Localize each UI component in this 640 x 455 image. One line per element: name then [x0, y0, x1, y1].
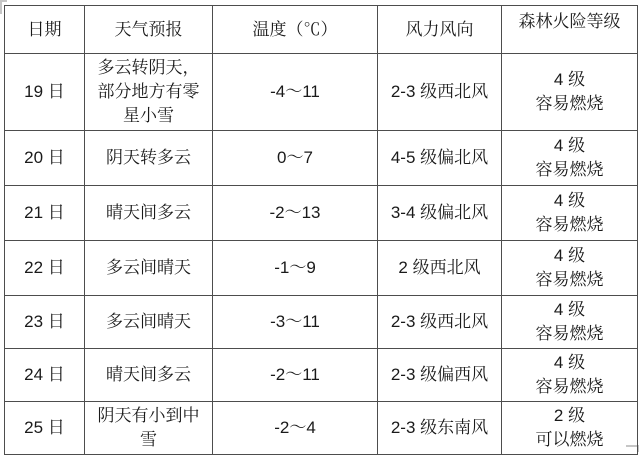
- table-row: [5, 402, 638, 455]
- cell-weather: 阴天转多云: [85, 131, 213, 186]
- cell-fire-danger: [502, 186, 638, 241]
- cell-weather: 多云转阴天，部分地方有零星小雪: [85, 54, 213, 131]
- fire-description: 容易燃烧: [535, 377, 604, 396]
- header-fire-danger: 森林火险等级: [502, 6, 638, 54]
- cell-wind: 2-3 级西北风: [378, 296, 502, 349]
- fire-level: 4 级: [553, 300, 586, 319]
- cell-temperature: -2～13: [213, 186, 378, 241]
- header-date: 日期: [5, 6, 85, 54]
- forecast-table-body: [5, 54, 638, 455]
- cell-date: 21 日: [5, 186, 85, 241]
- cell-temperature: -2～4: [213, 402, 378, 455]
- cell-wind: 2-3 级东南风: [378, 402, 502, 455]
- table-row: [5, 186, 638, 241]
- cell-temperature: -3～11: [213, 296, 378, 349]
- cell-temperature: -4～11: [213, 54, 378, 131]
- cell-date: 24 日: [5, 349, 85, 402]
- fire-level: 4 级: [553, 246, 586, 265]
- cell-temperature: -2～11: [213, 349, 378, 402]
- cell-weather: 晴天间多云: [85, 186, 213, 241]
- fire-level: 4 级: [553, 353, 586, 372]
- cell-wind: 2-3 级西北风: [378, 54, 502, 131]
- cell-weather: 多云间晴天: [85, 296, 213, 349]
- cell-wind: 2 级西北风: [378, 241, 502, 296]
- cell-weather: 多云间晴天: [85, 241, 213, 296]
- cell-date: 22 日: [5, 241, 85, 296]
- fire-description: 容易燃烧: [535, 324, 604, 343]
- cell-weather: 晴天间多云: [85, 349, 213, 402]
- fire-level: 4 级: [553, 70, 586, 89]
- cell-date: 20 日: [5, 131, 85, 186]
- cell-fire-danger: [502, 131, 638, 186]
- header-wind: 风力风向: [378, 6, 502, 54]
- header-temperature: 温度（℃）: [213, 6, 378, 54]
- fire-level: 4 级: [553, 136, 586, 155]
- fire-level: 4 级: [553, 191, 586, 210]
- table-row: [5, 296, 638, 349]
- cell-weather: 阴天有小到中雪: [85, 402, 213, 455]
- cell-date: 19 日: [5, 54, 85, 131]
- cell-fire-danger: [502, 402, 638, 455]
- cell-date: 23 日: [5, 296, 85, 349]
- cell-temperature: 0～7: [213, 131, 378, 186]
- weather-forecast-table: [4, 5, 638, 455]
- fire-description: 可以燃烧: [535, 430, 604, 449]
- table-row: [5, 131, 638, 186]
- fire-description: 容易燃烧: [535, 270, 604, 289]
- table-row: [5, 241, 638, 296]
- cell-wind: 3-4 级偏北风: [378, 186, 502, 241]
- table-row: [5, 54, 638, 131]
- cell-fire-danger: [502, 349, 638, 402]
- cell-temperature: -1～9: [213, 241, 378, 296]
- fire-description: 容易燃烧: [535, 215, 604, 234]
- table-header-row: [5, 6, 638, 54]
- cell-date: 25 日: [5, 402, 85, 455]
- fire-description: 容易燃烧: [535, 160, 604, 179]
- cell-fire-danger: [502, 241, 638, 296]
- cell-fire-danger: [502, 54, 638, 131]
- cell-wind: 4-5 级偏北风: [378, 131, 502, 186]
- cell-fire-danger: [502, 296, 638, 349]
- table-row: [5, 349, 638, 402]
- fire-level: 2 级: [553, 406, 586, 425]
- cell-wind: 2-3 级偏西风: [378, 349, 502, 402]
- fire-description: 容易燃烧: [535, 94, 604, 113]
- header-weather: 天气预报: [85, 6, 213, 54]
